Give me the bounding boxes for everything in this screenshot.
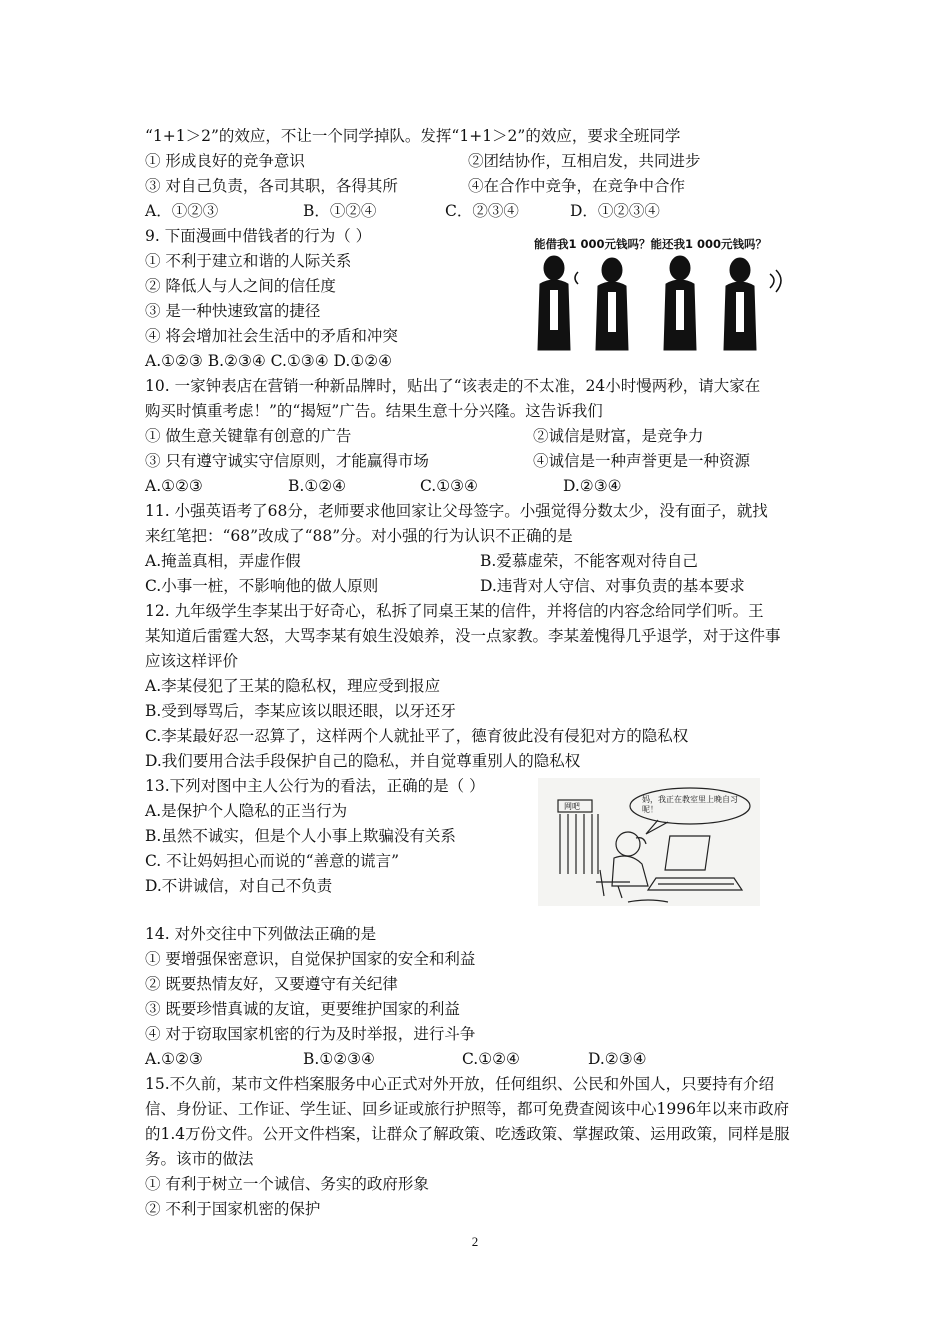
q8-answer-a: A．①②③: [145, 202, 219, 220]
q8-line1: “1+1＞2”的效应，不让一个同学掉队。发挥“1+1＞2”的效应，要求全班同学: [145, 127, 681, 145]
q11-answer-d: D.违背对人守信、对事负责的基本要求: [480, 577, 745, 595]
q10-option-3: ③ 只有遵守诚实守信原则，才能赢得市场: [145, 452, 429, 470]
q12-answer-c: C.李某最好忍一忍算了，这样两个人就扯平了，德育彼此没有侵犯对方的隐私权: [145, 727, 689, 745]
q10-answer-b: B.①②④: [288, 477, 347, 495]
q8-answer-b: B．①②④: [303, 202, 377, 220]
q14-option-2: ② 既要热情友好，又要遵守有关纪律: [145, 975, 398, 993]
q13-cartoon-sign: 网吧: [564, 802, 580, 811]
q12-answer-d: D.我们要用合法手段保护自己的隐私，并自觉尊重别人的隐私权: [145, 752, 581, 770]
q10-option-2: ②诚信是财富，是竞争力: [533, 427, 704, 445]
q15-line4: 务。该市的做法: [145, 1150, 254, 1168]
q8-option-3: ③ 对自己负责，各司其职，各得其所: [145, 177, 398, 195]
q10-line2: 购买时慎重考虑！”的“揭短”广告。结果生意十分兴隆。这告诉我们: [145, 402, 603, 420]
q11-answer-b: B.爱慕虚荣，不能客观对待自己: [480, 552, 698, 570]
q14-answer-c: C.①②④: [462, 1050, 520, 1068]
q9-cartoon-drawing: [532, 254, 794, 354]
q10-option-4: ④诚信是一种声誉更是一种资源: [533, 452, 751, 470]
q13-answer-d: D.不讲诚信，对自己不负责: [145, 877, 333, 895]
q12-answer-a: A.李某侵犯了王某的隐私权，理应受到报应: [145, 677, 441, 695]
q14-answer-a: A.①②③: [145, 1050, 203, 1068]
q15-option-1: ① 有利于树立一个诚信、务实的政府形象: [145, 1175, 429, 1193]
q13-cartoon-bubble: 妈，我正在教室里上晚自习呢！: [642, 795, 738, 814]
q9-option-2: ② 降低人与人之间的信任度: [145, 277, 336, 295]
q14-option-4: ④ 对于窃取国家机密的行为及时举报，进行斗争: [145, 1025, 476, 1043]
q12-answer-b: B.受到辱骂后，李某应该以眼还眼，以牙还牙: [145, 702, 456, 720]
q11-answer-c: C.小事一桩，不影响他的做人原则: [145, 577, 379, 595]
q13-answer-a: A.是保护个人隐私的正当行为: [145, 802, 348, 820]
q8-option-2: ②团结协作，互相启发，共同进步: [468, 152, 701, 170]
q9-option-3: ③ 是一种快速致富的捷径: [145, 302, 321, 320]
q15-line3: 的1.4万份文件。公开文件档案，让群众了解政策、吃透政策、掌握政策、运用政策，同样是服: [145, 1125, 790, 1143]
q13-stem: 13.下列对图中主人公行为的看法，正确的是（ ）: [145, 777, 485, 795]
q10-option-1: ① 做生意关键靠有创意的广告: [145, 427, 352, 445]
q10-answer-c: C.①③④: [420, 477, 478, 495]
q12-line3: 应该这样评价: [145, 652, 239, 670]
q9-cartoon-caption: 能借我1 000元钱吗？能还我1 000元钱吗？: [534, 237, 768, 251]
q11-line2: 来红笔把：“68”改成了“88”分。对小强的行为认识不正确的是: [145, 527, 573, 545]
q14-stem: 14. 对外交往中下列做法正确的是: [145, 925, 377, 943]
q9-option-1: ① 不利于建立和谐的人际关系: [145, 252, 352, 270]
q10-answer-d: D.②③④: [563, 477, 622, 495]
q9-answers: A.①②③ B.②③④ C.①③④ D.①②④: [145, 352, 393, 370]
q14-option-1: ① 要增强保密意识，自觉保护国家的安全和利益: [145, 950, 476, 968]
q8-option-4: ④在合作中竞争，在竞争中合作: [468, 177, 686, 195]
q10-answer-a: A.①②③: [145, 477, 203, 495]
q15-line2: 信、身份证、工作证、学生证、回乡证或旅行护照等，都可免费查阅该中心1996年以来市政府: [145, 1100, 789, 1118]
q11-answer-a: A.掩盖真相，弄虚作假: [145, 552, 301, 570]
q12-line1: 12. 九年级学生李某出于好奇心，私拆了同桌王某的信件，并将信的内容念给同学们听。王: [145, 602, 764, 620]
q8-answer-c: C．②③④: [445, 202, 519, 220]
q9-option-4: ④ 将会增加社会生活中的矛盾和冲突: [145, 327, 398, 345]
q11-line1: 11. 小强英语考了68分，老师要求他回家让父母签字。小强觉得分数太少，没有面子，就找: [145, 502, 768, 520]
q10-line1: 10. 一家钟表店在营销一种新品牌时，贴出了“该表走的不太准，24小时慢两秒，请大家在: [145, 377, 761, 395]
q13-cartoon: [538, 778, 760, 906]
q15-option-2: ② 不利于国家机密的保护: [145, 1200, 321, 1218]
q14-answer-b: B.①②③④: [303, 1050, 375, 1068]
q13-answer-c: C. 不让妈妈担心而说的“善意的谎言”: [145, 852, 400, 870]
q15-line1: 15.不久前，某市文件档案服务中心正式对外开放，任何组织、公民和外国人，只要持有介绍: [145, 1075, 775, 1093]
q8-option-1: ① 形成良好的竞争意识: [145, 152, 305, 170]
q13-answer-b: B.虽然不诚实，但是个人小事上欺骗没有关系: [145, 827, 456, 845]
q8-answer-d: D．①②③④: [570, 202, 660, 220]
q9-cartoon: [532, 236, 794, 354]
q14-answer-d: D.②③④: [588, 1050, 647, 1068]
page-number: 2: [471, 1234, 479, 1249]
q12-line2: 某知道后雷霆大怒，大骂李某有娘生没娘养，没一点家教。李某羞愧得几乎退学，对于这件事: [145, 627, 781, 645]
q9-stem: 9. 下面漫画中借钱者的行为（ ）: [145, 227, 372, 245]
q14-option-3: ③ 既要珍惜真诚的友谊，更要维护国家的利益: [145, 1000, 460, 1018]
